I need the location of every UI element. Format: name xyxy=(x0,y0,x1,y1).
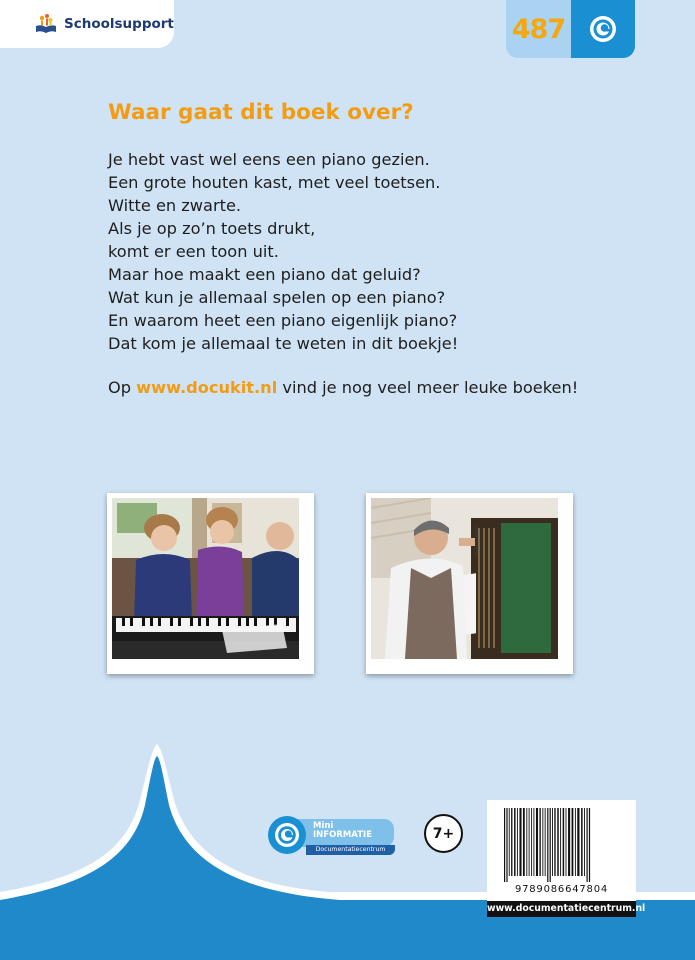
barcode-bar xyxy=(536,808,538,876)
piano-lesson-image xyxy=(112,498,299,659)
barcode-bar xyxy=(581,808,583,876)
description-line: Een grote houten kast, met veel toetsen. xyxy=(108,173,441,192)
publisher-logo[interactable] xyxy=(0,0,174,48)
barcode-bar xyxy=(545,808,546,876)
swirl-icon xyxy=(268,816,306,854)
book-number: 487 xyxy=(506,0,571,58)
description-line: En waarom heet een piano eigenlijk piano? xyxy=(108,311,458,330)
barcode-bar xyxy=(560,808,561,876)
description-line: Als je op zo’n toets drukt, xyxy=(108,219,316,238)
barcode xyxy=(487,800,636,901)
description-line: Witte en zwarte. xyxy=(108,196,242,215)
series-logo xyxy=(268,816,396,854)
barcode-bar xyxy=(523,808,525,876)
barcode-bar xyxy=(584,808,585,876)
page-heading: Waar gaat dit boek over? xyxy=(108,100,414,125)
barcode-bar xyxy=(509,808,510,876)
barcode-bar xyxy=(568,808,570,876)
age-rating-badge: 7+ xyxy=(424,814,463,853)
barcode-bar xyxy=(589,808,590,882)
photo-piano-lesson xyxy=(107,493,314,674)
barcode-bar xyxy=(511,808,512,876)
barcode-bar xyxy=(566,808,567,876)
promo-prefix: Op xyxy=(108,378,137,397)
description-line: Maar hoe maakt een piano dat geluid? xyxy=(108,265,421,284)
piano-tuner-image xyxy=(371,498,558,659)
series-line-3: Documentatiecentrum xyxy=(306,845,395,855)
barcode-bar xyxy=(517,808,518,876)
barcode-bar xyxy=(519,808,521,876)
promo-text xyxy=(108,376,578,399)
description-line: Wat kun je allemaal spelen op een piano? xyxy=(108,288,446,307)
schoolsupport-logo-icon xyxy=(34,12,58,36)
description-text xyxy=(108,148,458,355)
description-line: Je hebt vast wel eens een piano gezien. xyxy=(108,150,430,169)
barcode-bar xyxy=(533,808,534,876)
barcode-bar xyxy=(531,808,532,876)
description-line: Dat kom je allemaal te weten in dit boekje! xyxy=(108,334,459,353)
publisher-name: Schoolsupport xyxy=(64,16,174,32)
barcode-bar xyxy=(577,808,579,876)
promo-suffix: vind je nog veel meer leuke boeken! xyxy=(277,378,579,397)
barcode-bar xyxy=(542,808,543,876)
swirl-icon xyxy=(571,0,635,58)
barcode-bar xyxy=(552,808,553,876)
isbn-number: 9789086647804 xyxy=(514,884,609,895)
barcode-bar xyxy=(572,808,574,876)
barcode-bar xyxy=(526,808,527,876)
description-line: komt er een toon uit. xyxy=(108,242,279,261)
barcode-bar xyxy=(547,808,548,882)
barcode-bar xyxy=(554,808,555,876)
photo-piano-tuner xyxy=(366,493,573,674)
barcode-bar xyxy=(550,808,551,882)
barcode-bar xyxy=(529,808,530,876)
barcode-bar xyxy=(587,808,588,882)
book-number-badge xyxy=(506,0,635,58)
barcode-bar xyxy=(557,808,559,876)
barcode-bar xyxy=(504,808,505,882)
barcode-bar xyxy=(514,808,516,876)
series-line-2: INFORMATIE xyxy=(313,830,372,840)
website-url[interactable]: www.documentatiecentrum.nl xyxy=(487,901,636,917)
barcode-bar xyxy=(539,808,540,876)
barcode-bars xyxy=(504,808,619,882)
barcode-bar xyxy=(563,808,565,876)
barcode-bar xyxy=(506,808,507,882)
series-line-1: Mini xyxy=(313,821,334,831)
docukit-link[interactable]: www.docukit.nl xyxy=(136,378,278,397)
barcode-bar xyxy=(575,808,576,876)
